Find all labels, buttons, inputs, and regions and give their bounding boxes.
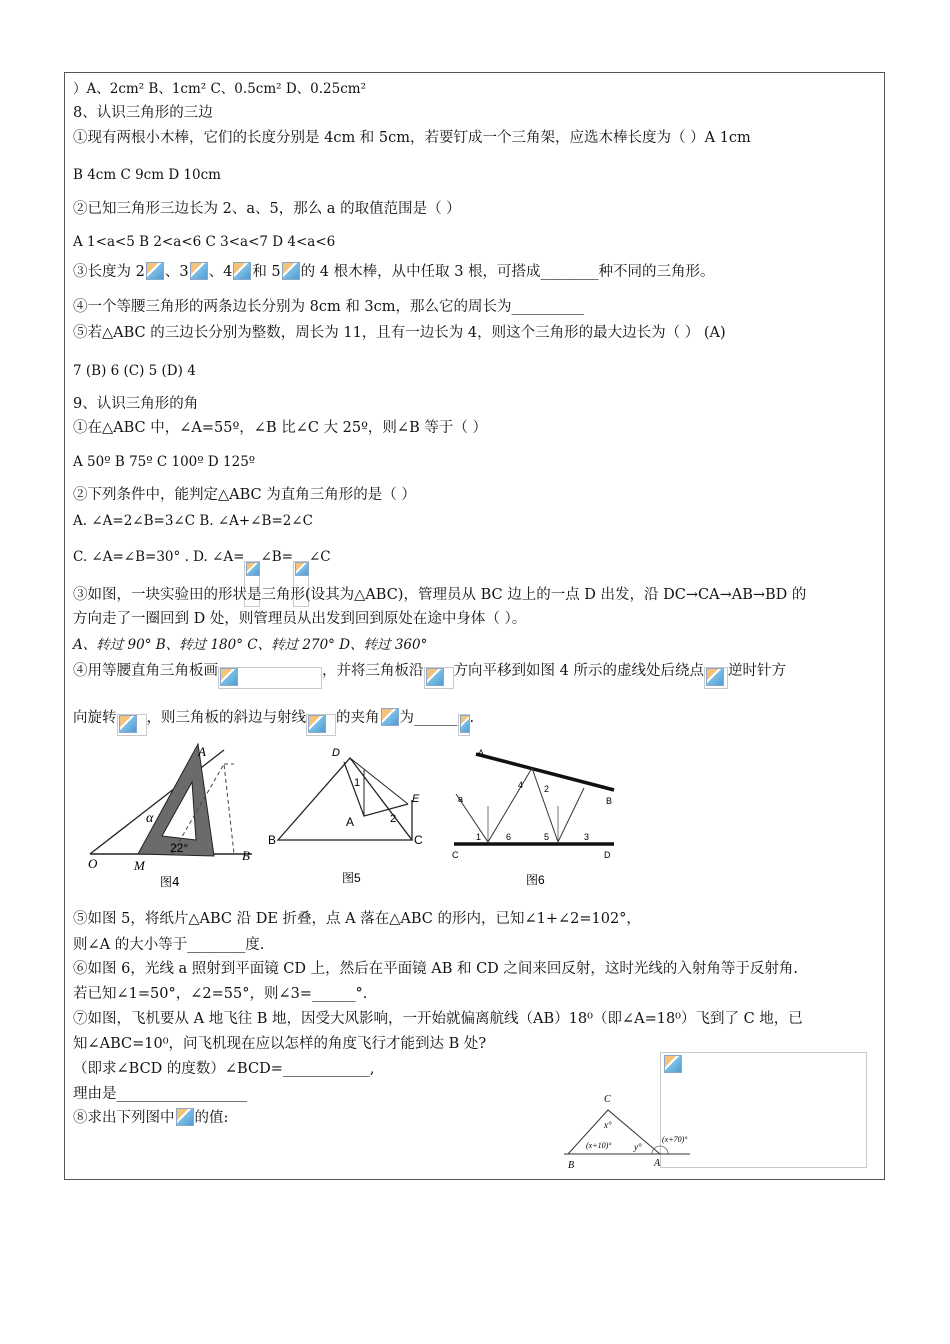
label-a: A — [478, 748, 485, 758]
formula-image-icon — [704, 667, 728, 689]
q94-text-d: 逆时针方 — [727, 663, 786, 679]
label-b: B — [568, 1160, 575, 1171]
q83-text-c: 、4 — [208, 264, 233, 280]
figure-4 — [84, 738, 264, 890]
question-8-2-options: A 1<a<5 B 2<a<6 C 3<a<7 D 4<a<6 — [73, 234, 336, 250]
figure-4-caption: 图4 — [160, 875, 180, 889]
q98-text-b: 的值: — [194, 1110, 229, 1126]
label-o: O — [88, 856, 98, 871]
label-c: C — [604, 1094, 611, 1105]
formula-image-icon — [190, 262, 208, 280]
figure-8 — [560, 1088, 700, 1172]
question-9-5: ⑤如图 5，将纸片△ABC 沿 DE 折叠，点 A 落在△ABC 的形内，已知∠1+∠2=102°， — [73, 911, 641, 927]
label-6: 6 — [506, 832, 512, 842]
label-a: A — [346, 815, 355, 829]
q83-text-e: 的 4 根木棒，从中任取 3 根，可搭成________种不同的三角形。 — [300, 264, 715, 280]
label-b: B — [242, 848, 250, 863]
q94-text-c: 方向平移到如图 4 所示的虚线处后绕点 — [453, 663, 704, 679]
q92-d-text: ∠B= — [260, 549, 293, 565]
label-m: M — [134, 858, 145, 873]
formula-image-icon — [424, 667, 454, 689]
figure-5 — [264, 740, 434, 890]
question-8-1-options: B 4cm C 9cm D 10cm — [73, 167, 221, 183]
q83-text-b: 、3 — [164, 264, 189, 280]
question-9-4 — [73, 662, 786, 689]
formula-image-icon — [218, 667, 322, 689]
question-9-7-reason: 理由是__________________ — [73, 1086, 247, 1102]
question-9-3: ③如图，一块实验田的形状是三角形(设其为△ABC)，管理员从 BC 边上的一点 D 出发，沿 DC→CA→AB→BD 的 — [73, 587, 807, 603]
question-9-8 — [73, 1108, 228, 1127]
label-b: B — [268, 833, 277, 847]
q94-text-a: ④用等腰直角三角板画 — [73, 663, 218, 679]
label-y: y° — [634, 1142, 642, 1152]
question-9-1: ①在△ABC 中，∠A=55º，∠B 比∠C 大 25º，则∠B 等于（ ） — [73, 420, 487, 436]
options-line-7: ）A、2cm² B、1cm² C、0.5cm² D、0.25cm² — [73, 81, 366, 97]
section-8-title: 8、认识三角形的三边 — [73, 105, 213, 121]
label-a: A — [198, 744, 206, 759]
label-a: A — [654, 1158, 661, 1169]
question-8-5: ⑤若△ABC 的三边长分别为整数，周长为 11，且有一边长为 4，则这个三角形的最大边长为（ ） (A) — [73, 325, 726, 341]
question-8-5-options: 7 (B) 6 (C) 5 (D) 4 — [73, 363, 196, 379]
q94-text-f: ，则三角板的斜边与射线 — [146, 710, 306, 726]
label-3: 3 — [584, 832, 590, 842]
question-8-2: ②已知三角形三边长为 2、a、5，那么 a 的取值范围是（ ） — [73, 201, 461, 217]
label-e: E — [412, 793, 420, 805]
figure-6-drawing — [448, 744, 622, 890]
figure-8-drawing — [560, 1088, 700, 1172]
label-2: 2 — [544, 784, 550, 794]
label-x: x° — [604, 1120, 612, 1130]
question-9-2: ②下列条件中，能判定△ABC 为直角三角形的是（ ） — [73, 487, 416, 503]
question-9-1-options: A 50º B 75º C 100º D 125º — [73, 454, 256, 470]
label-4: 4 — [518, 780, 524, 790]
label-1: 1 — [476, 832, 482, 842]
q94-text-b: ，并将三角板沿 — [322, 663, 424, 679]
q92-e-text: ∠C — [309, 549, 331, 565]
label-alpha: α — [146, 811, 154, 826]
label-d: D — [604, 850, 611, 860]
formula-image-icon — [146, 262, 164, 280]
figure-5-drawing — [264, 740, 434, 890]
q94-text-i: . — [469, 710, 475, 726]
label-ray-a: a — [458, 794, 464, 804]
formula-image-icon — [282, 262, 300, 280]
question-9-5-cont: 则∠A 的大小等于________度. — [73, 937, 265, 953]
question-9-7-cont: 知∠ABC=10⁰，问飞机现在应以怎样的角度飞行才能到达 B 处? — [73, 1036, 487, 1052]
question-9-7-answer: （即求∠BCD 的度数）∠BCD=____________, — [73, 1061, 375, 1077]
question-9-2-options-ab: A. ∠A=2∠B=3∠C B. ∠A+∠B=2∠C — [73, 513, 314, 529]
q94-text-e: 向旋转 — [73, 710, 117, 726]
q98-text-a: ⑧求出下列图中 — [73, 1110, 175, 1126]
question-9-4-cont — [73, 708, 474, 736]
q83-text-d: 和 5 — [252, 264, 281, 280]
figure-5-caption: 图5 — [342, 871, 361, 885]
question-9-7: ⑦如图，飞机要从 A 地飞往 B 地，因受大风影响，一开始就偏离航线（AB）18⁰（即∠A=18⁰）飞到了 C 地，已 — [73, 1011, 803, 1027]
label-22: 22° — [170, 841, 189, 855]
formula-image-icon — [381, 708, 399, 726]
question-8-3 — [73, 262, 715, 281]
question-9-3-options: A、转过 90° B、转过 180° C、转过 270° D、转过 360° — [73, 637, 428, 653]
label-c: C — [452, 850, 459, 860]
q94-text-g: 的夹角 — [336, 710, 380, 726]
figure-6 — [448, 744, 622, 890]
label-c: C — [414, 833, 423, 847]
question-9-6-cont: 若已知∠1=50°，∠2=55°，则∠3=______°. — [73, 986, 368, 1002]
label-2: 2 — [390, 813, 397, 825]
formula-image-icon — [306, 714, 336, 736]
section-9-title: 9、认识三角形的角 — [73, 396, 199, 412]
formula-image-icon — [458, 714, 470, 736]
formula-image-icon — [117, 714, 147, 736]
figure-6-caption: 图6 — [526, 873, 545, 887]
image-placeholder-icon — [664, 1055, 682, 1073]
label-x-plus-70: (x+70)° — [662, 1135, 688, 1144]
question-8-4: ④一个等腰三角形的两条边长分别为 8cm 和 3cm，那么它的周长为__________ — [73, 299, 585, 315]
q83-text-a: ③长度为 2 — [73, 264, 145, 280]
label-x-plus-10: (x+10)° — [586, 1141, 612, 1150]
label-1: 1 — [354, 777, 361, 789]
label-5: 5 — [544, 832, 550, 842]
q92-c-text: C. ∠A=∠B=30° . D. ∠A= — [73, 549, 245, 565]
figure-4-drawing — [84, 738, 264, 890]
formula-image-icon — [233, 262, 251, 280]
label-b: B — [606, 796, 613, 806]
q94-text-h: 为______ — [399, 710, 458, 726]
question-8-1: ①现有两根小木棒，它们的长度分别是 4cm 和 5cm，若要钉成一个三角架，应选木棒长度为（ ）A 1cm — [73, 130, 751, 146]
question-9-6: ⑥如图 6，光线 a 照射到平面镜 CD 上，然后在平面镜 AB 和 CD 之间来回反射，这时光线的入射角等于反射角. — [73, 961, 799, 977]
label-d: D — [332, 747, 340, 759]
formula-image-icon — [176, 1108, 194, 1126]
question-9-3-cont: 方向走了一圈回到 D 处，则管理员从出发到回到原处在途中身体（ ）。 — [73, 611, 527, 627]
